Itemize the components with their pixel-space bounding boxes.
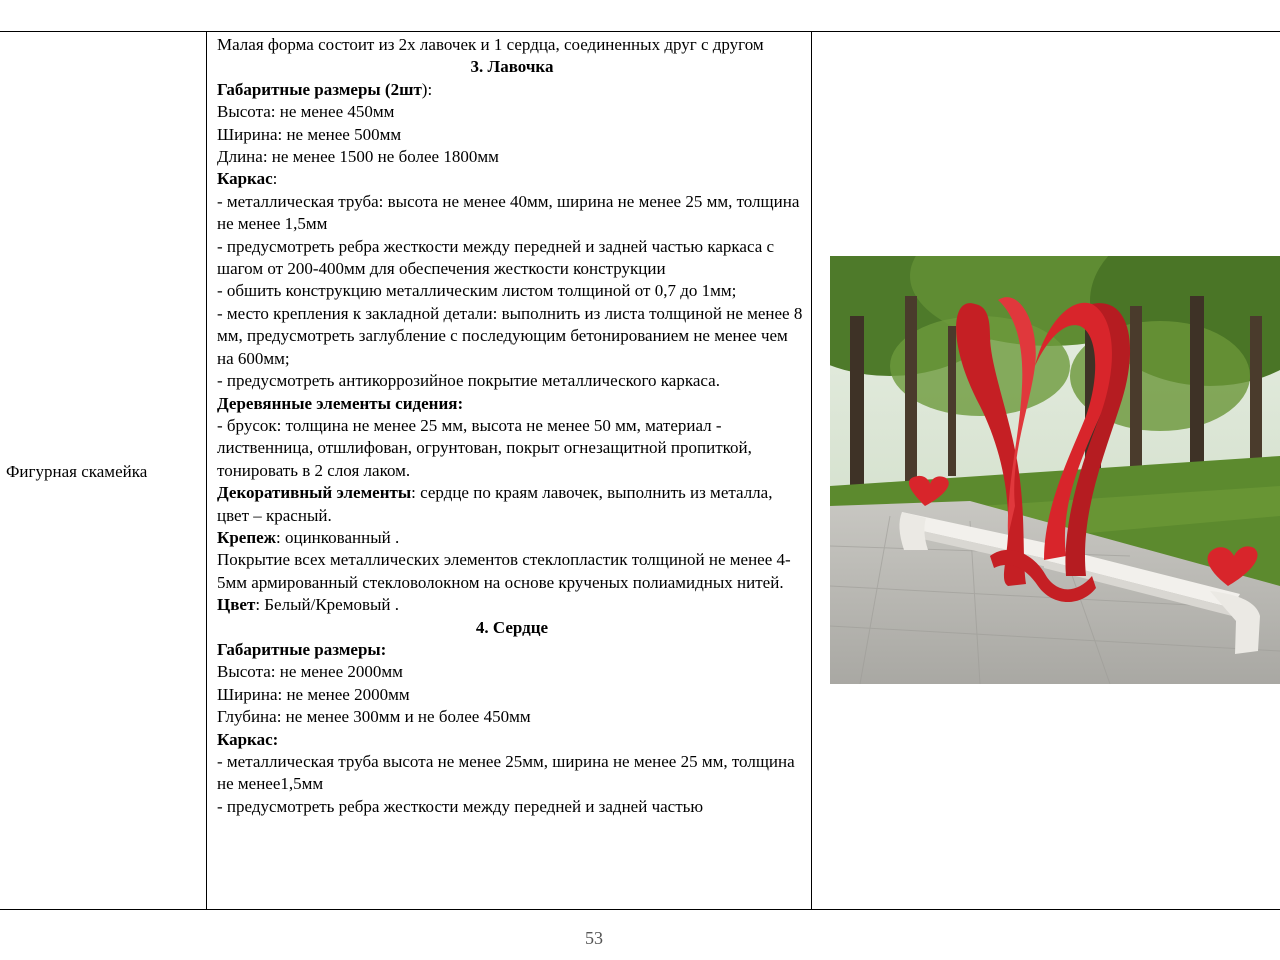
s4-width: Ширина: не менее 2000мм [217, 684, 410, 704]
s4-frame-item: - металлическая труба высота не менее 25мм, ширина не менее 25 мм, толщина не менее1,5мм [217, 752, 795, 794]
s3-wood-item: - брусок: толщина не менее 25 мм, высота не менее 50 мм, материал - лиственница, отшлифован, огрунтован, покрыт огнезащитной пропиткой, тонировать в 2 слоя лаком. [217, 415, 752, 480]
s3-frame-item: - предусмотреть ребра жесткости между передней и задней частью каркаса с шагом от 200-400мм для обеспечения жесткости конструкции [217, 236, 775, 279]
heart-bench-illustration [830, 256, 1280, 684]
s3-dims-heading: Габаритные размеры (2шт): [217, 79, 433, 99]
spec-table [0, 32, 1280, 910]
bench-photo [830, 256, 1280, 684]
s4-depth: Глубина: не менее 300мм и не более 450мм [217, 707, 531, 727]
spec-cell [207, 32, 812, 909]
s3-coating: Покрытие всех металлических элементов стеклопластик толщиной не менее 4-5мм армированный стекловолокном на основе крученых полиамидных нитей. [217, 550, 791, 592]
section-3-title: 3. Лавочка [470, 57, 554, 77]
s3-height: Высота: не менее 450мм [217, 102, 395, 122]
section-4-title: 4. Сердце [475, 617, 549, 637]
spec-text [217, 34, 807, 818]
item-name: Фигурная скамейка [6, 462, 148, 481]
name-cell [0, 32, 207, 909]
top-rule [0, 0, 1280, 32]
s3-frame-item: - металлическая труба: высота не менее 40мм, ширина не менее 25 мм, толщина не менее 1,5мм [217, 191, 800, 234]
s4-dims-heading: Габаритные размеры: [217, 639, 387, 659]
s4-frame-heading: Каркас: [217, 729, 279, 749]
s3-fasteners: Крепеж: оцинкованный . [217, 527, 400, 547]
page-number: 53 [585, 928, 603, 948]
s4-height: Высота: не менее 2000мм [217, 662, 403, 682]
s3-frame-item: - обшить конструкцию металлическим листом толщиной от 0,7 до 1мм; [217, 281, 737, 301]
image-cell [812, 32, 1280, 909]
s4-frame-item: - предусмотреть ребра жесткости между передней и задней частью [217, 796, 704, 816]
s3-width: Ширина: не менее 500мм [217, 124, 402, 144]
s3-wood-heading: Деревянные элементы сидения: [217, 393, 464, 413]
s3-deco: Декоративный элементы: сердце по краям лавочек, выполнить из металла, цвет – красный. [217, 483, 773, 525]
s3-frame-heading: Каркас: [217, 169, 278, 189]
s3-frame-item: - место крепления к закладной детали: выполнить из листа толщиной не менее 8 мм, предусмотреть заглубление с последующим бетонированием не менее чем на 600мм; [217, 303, 803, 368]
s3-frame-item: - предусмотреть антикоррозийное покрытие металлического каркаса. [217, 371, 720, 391]
s3-color: Цвет: Белый/Кремовый . [217, 595, 400, 615]
intro: Малая форма состоит из 2х лавочек и 1 сердца, соединенных друг с другом [217, 35, 764, 54]
s3-length: Длина: не менее 1500 не более 1800мм [217, 147, 499, 167]
